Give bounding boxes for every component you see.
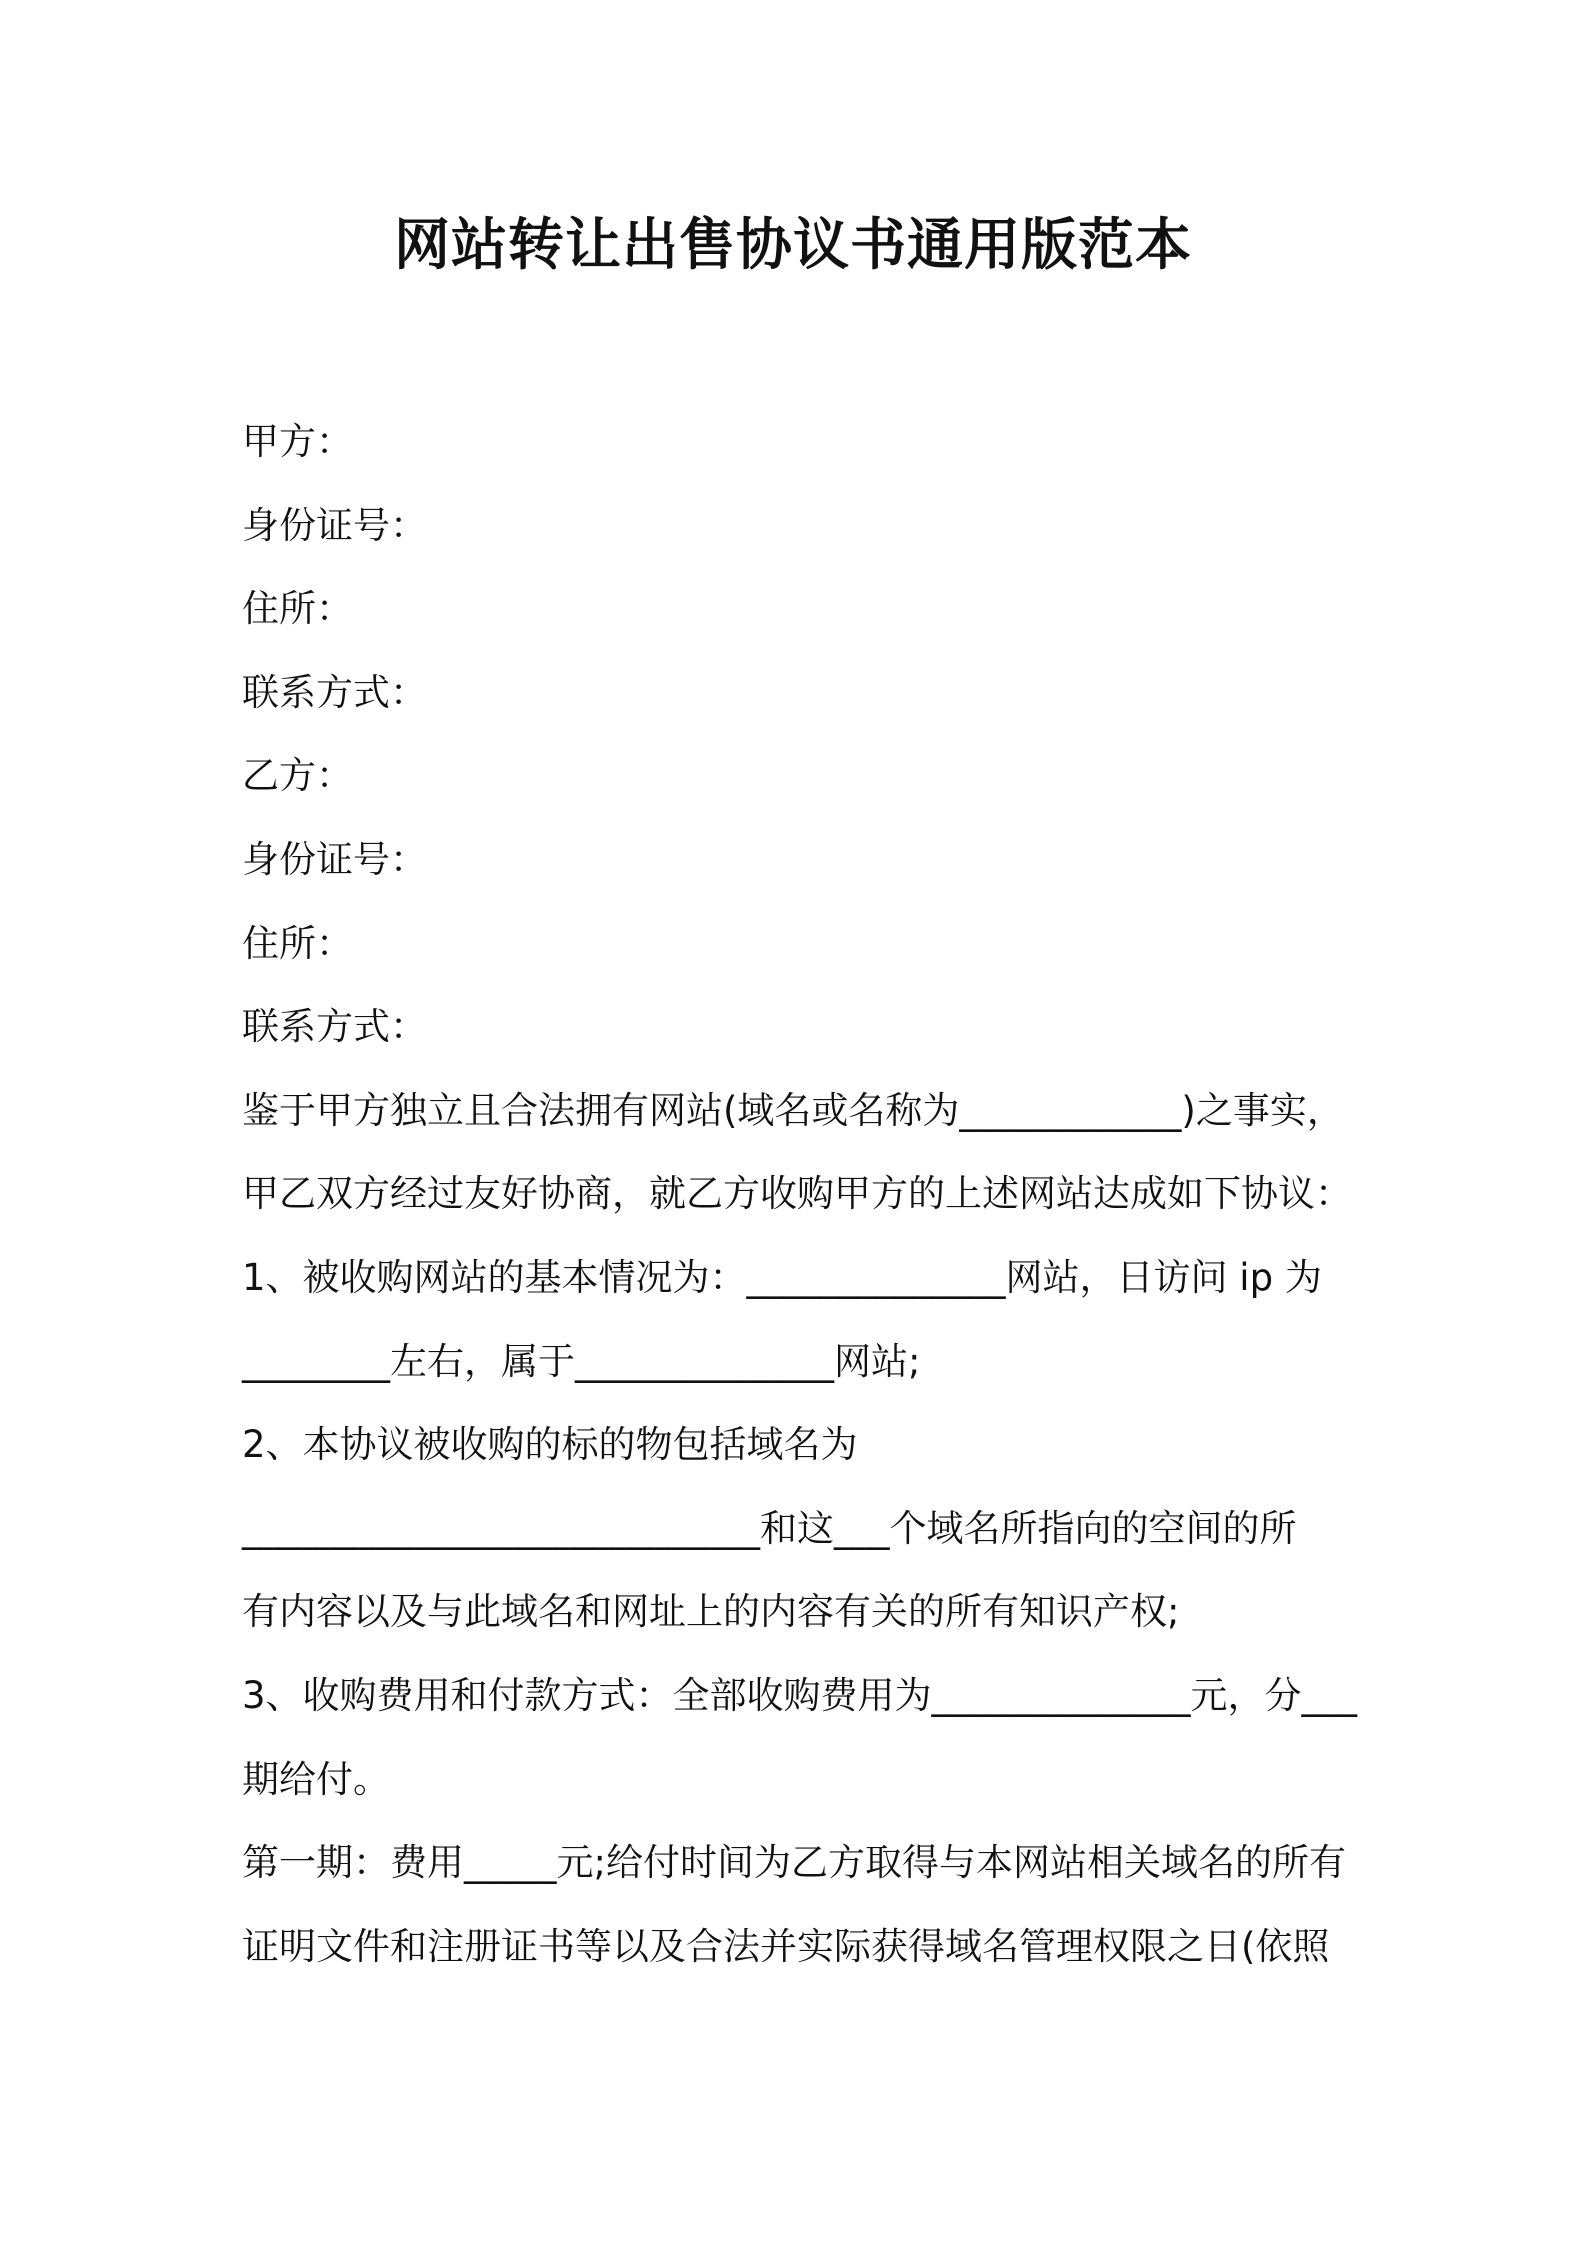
preamble-line: 甲乙双方经过友好协商，就乙方收购甲方的上述网站达成如下协议： xyxy=(242,1172,1352,1216)
document-title: 网站转让出售协议书通用版范本 xyxy=(394,213,1192,278)
clause-3-line: 期给付。 xyxy=(242,1757,390,1801)
clause-2-line: ____________________________和这___个域名所指向的空间的所 xyxy=(242,1506,1297,1550)
party-a-label: 甲方： xyxy=(242,420,353,463)
clause-3-line: 3、收购费用和付款方式：全部收购费用为______________元，分___ xyxy=(242,1673,1358,1717)
party-a-contact: 联系方式： xyxy=(242,670,427,714)
preamble-line: 鉴于甲方独立且合法拥有网站(域名或名称为____________)之事实， xyxy=(242,1088,1344,1132)
party-b-label: 乙方： xyxy=(242,754,353,798)
party-b-id-number: 身份证号： xyxy=(242,837,427,881)
party-a-id-number: 身份证号： xyxy=(242,503,427,547)
clause-1-line: ________左右，属于______________网站; xyxy=(242,1339,921,1383)
payment-phase-1-line: 证明文件和注册证书等以及合法并实际获得域名管理权限之日(依照 xyxy=(242,1924,1330,1968)
party-b-address: 住所： xyxy=(242,921,353,965)
document-body xyxy=(242,400,1362,1988)
payment-phase-1-line: 第一期：费用_____元;给付时间为乙方取得与本网站相关域名的所有 xyxy=(242,1841,1346,1885)
clause-1-line: 1、被收购网站的基本情况为：______________网站，日访问 ip 为 xyxy=(242,1255,1322,1299)
clause-2-line: 有内容以及与此域名和网址上的内容有关的所有知识产权; xyxy=(242,1590,1180,1634)
clause-2-line: 2、本协议被收购的标的物包括域名为 xyxy=(242,1423,858,1467)
party-a-address: 住所： xyxy=(242,587,353,631)
party-b-contact: 联系方式： xyxy=(242,1005,427,1049)
